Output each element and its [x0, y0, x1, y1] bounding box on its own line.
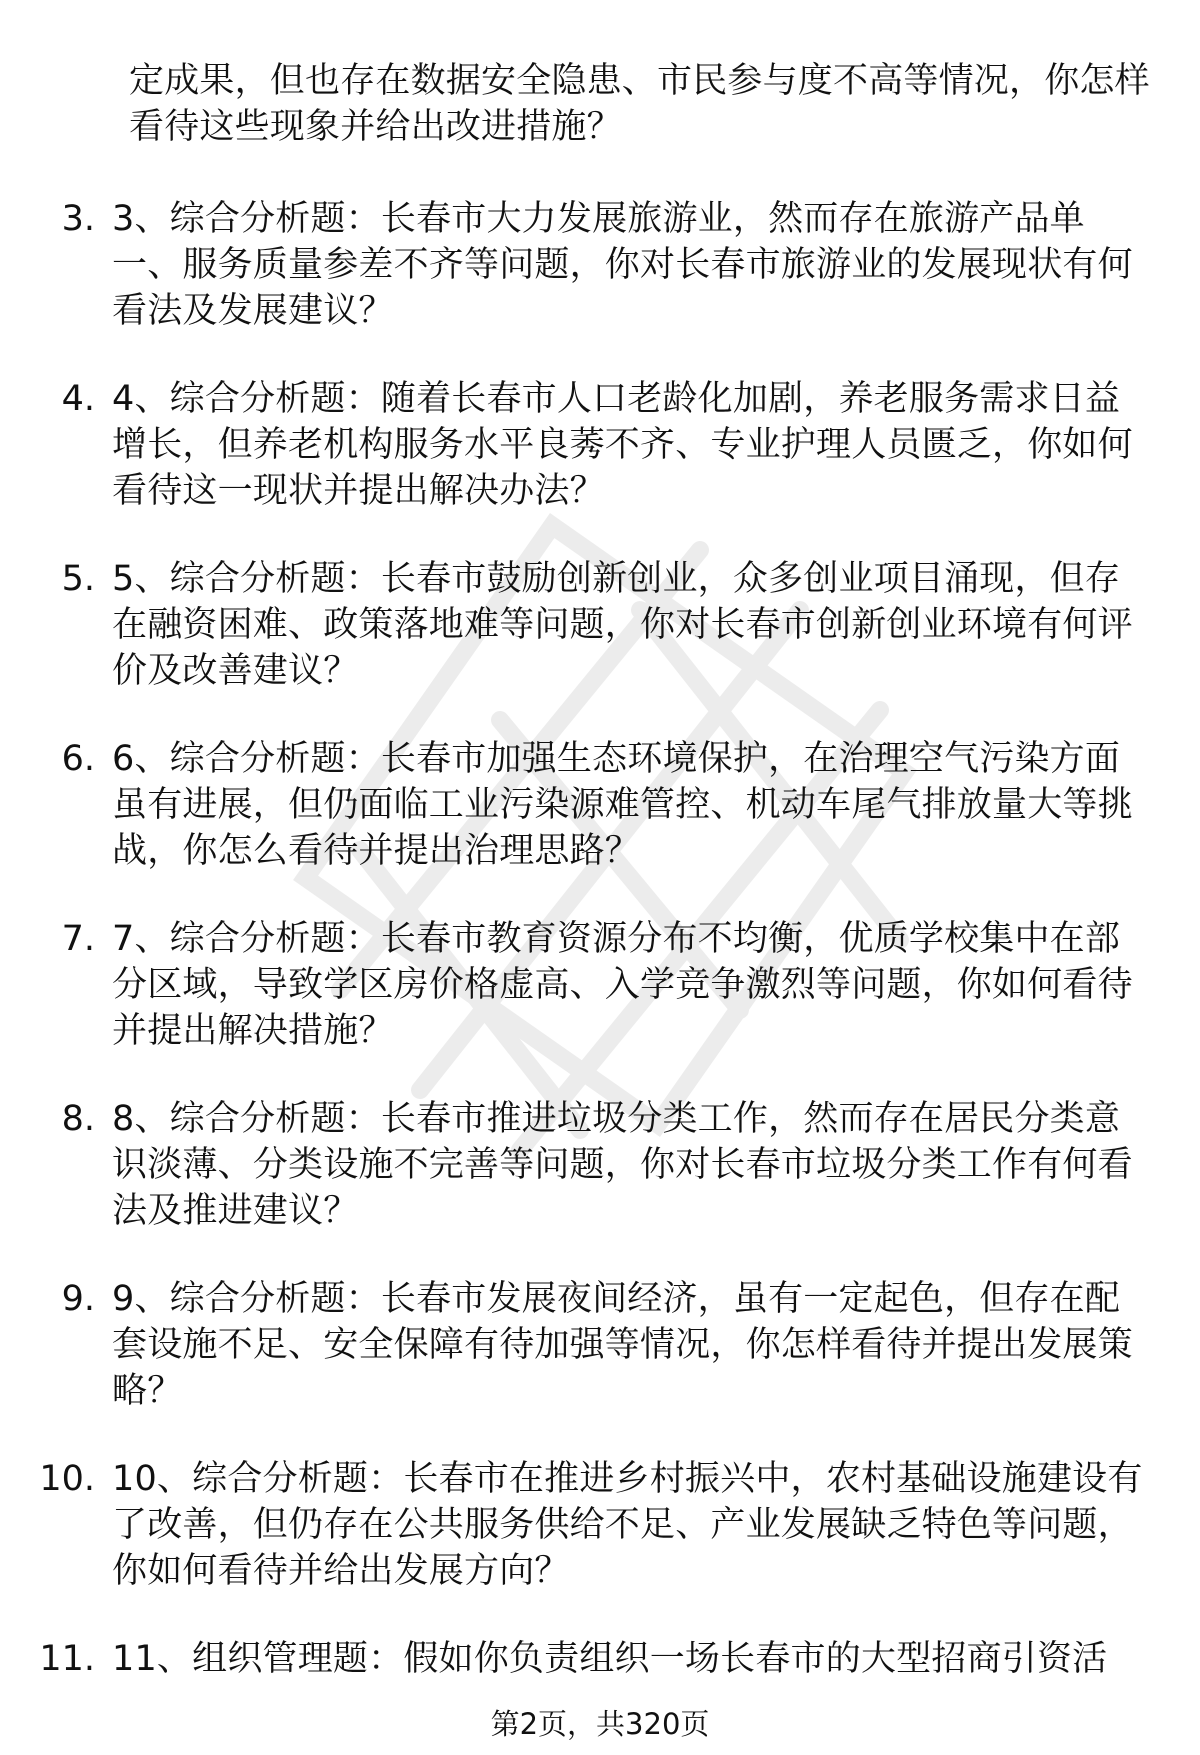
- list-item-text: 4、综合分析题：随着长春市人口老龄化加剧，养老服务需求日益增长，但养老机构服务水平良莠不齐、专业护理人员匮乏，你如何看待这一现状并提出解决办法？: [112, 379, 1133, 511]
- list-item-text: 10、综合分析题：长春市在推进乡村振兴中，农村基础设施建设有了改善，但仍存在公共服务供给不足、产业发展缺乏特色等问题，你如何看待并给出发展方向？: [112, 1459, 1143, 1591]
- list-item: [0, 1636, 1200, 1682]
- list-item-number: 6.: [61, 739, 95, 779]
- list-item-text: 7、综合分析题：长春市教育资源分布不均衡，优质学校集中在部分区域，导致学区房价格虚高、入学竞争激烈等问题，你如何看待并提出解决措施？: [112, 919, 1133, 1051]
- list-item-text: 6、综合分析题：长春市加强生态环境保护，在治理空气污染方面虽有进展，但仍面临工业污染源难管控、机动车尾气排放量大等挑战，你怎么看待并提出治理思路？: [112, 739, 1133, 871]
- list-item-number: 7.: [61, 919, 95, 959]
- continued-question-text: 定成果，但也存在数据安全隐患、市民参与度不高等情况，你怎样看待这些现象并给出改进措施？: [129, 61, 1150, 147]
- list-item: [0, 736, 1200, 874]
- list-item: [0, 1456, 1200, 1594]
- list-item-number: 9.: [61, 1279, 95, 1319]
- list-item: [0, 556, 1200, 694]
- list-item-text: 3、综合分析题：长春市大力发展旅游业，然而存在旅游产品单一、服务质量参差不齐等问题，你对长春市旅游业的发展现状有何看法及发展建议？: [112, 199, 1133, 331]
- list-item-number: 3.: [61, 199, 95, 239]
- list-item: [0, 1276, 1200, 1414]
- list-item: [0, 1096, 1200, 1234]
- list-item-text: 9、综合分析题：长春市发展夜间经济，虽有一定起色，但存在配套设施不足、安全保障有待加强等情况，你怎样看待并提出发展策略？: [112, 1279, 1133, 1411]
- list-item-number: 4.: [61, 379, 95, 419]
- list-item-number: 10.: [39, 1459, 95, 1499]
- list-item-number: 5.: [61, 559, 95, 599]
- list-item: [0, 376, 1200, 514]
- list-item-text: 8、综合分析题：长春市推进垃圾分类工作，然而存在居民分类意识淡薄、分类设施不完善等问题，你对长春市垃圾分类工作有何看法及推进建议？: [112, 1099, 1133, 1231]
- list-item-text: 11、组织管理题：假如你负责组织一场长春市的大型招商引资活: [112, 1639, 1108, 1679]
- page-footer: 第2页，共320页: [490, 1707, 710, 1741]
- list-item-number: 8.: [61, 1099, 95, 1139]
- list-item: [0, 916, 1200, 1054]
- list-item-text: 5、综合分析题：长春市鼓励创新创业，众多创业项目涌现，但存在融资困难、政策落地难等问题，你对长春市创新创业环境有何评价及改善建议？: [112, 559, 1133, 691]
- question-list: [0, 196, 1200, 1724]
- list-item-number: 11.: [39, 1639, 95, 1679]
- list-item: [0, 196, 1200, 334]
